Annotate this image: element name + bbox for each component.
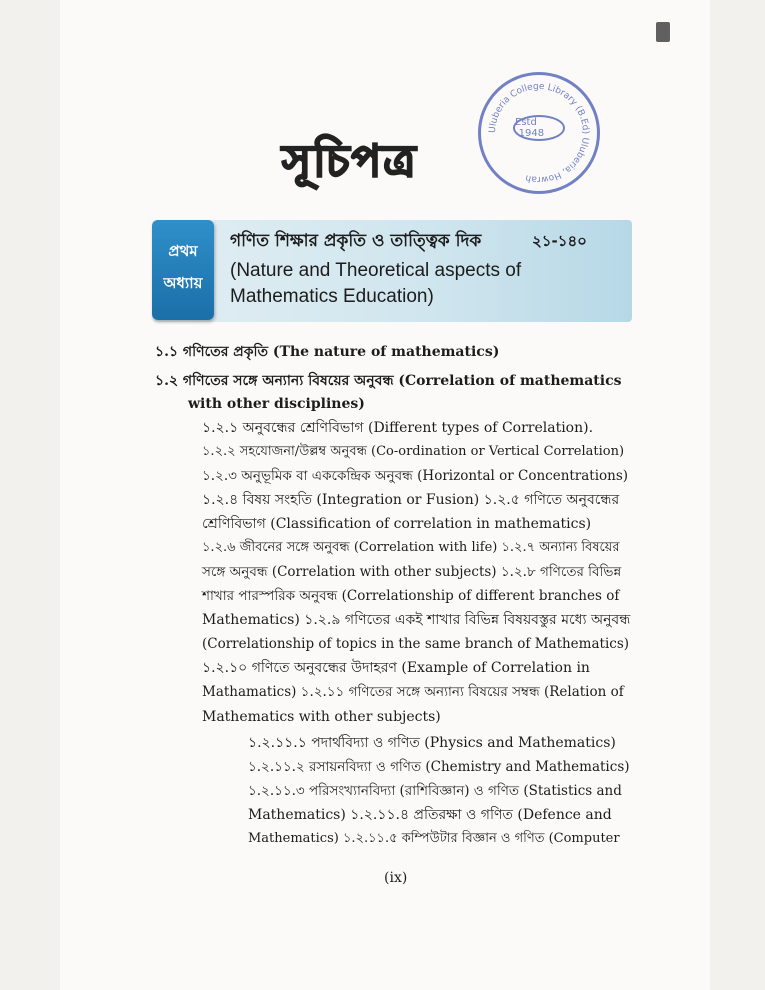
toc-line: Mathematics with other subjects) (202, 709, 441, 725)
toc-line: ১.২.১১.৩ পরিসংখ্যানবিদ্যা (রাশিবিজ্ঞান) ও গণিত (Statistics and (248, 783, 622, 799)
toc-line: ১.২.৪ বিষয় সংহতি (Integration or Fusion) ১.২.৫ গণিতে অনুবন্ধের (202, 492, 620, 508)
toc-line: ১.২.১ অনুবন্ধের শ্রেণিবিভাগ (Different types of Correlation). (202, 420, 594, 436)
page-number: (ix) (384, 870, 408, 886)
toc-line: ১.২.১১.১ পদার্থবিদ্যা ও গণিত (Physics and Mathematics) (248, 735, 616, 751)
toc-line: ১.২.১১.২ রসায়নবিদ্যা ও গণিত (Chemistry and Mathematics) (248, 759, 630, 775)
toc-line: (Correlationship of topics in the same branch of Mathematics) (202, 636, 630, 652)
chapter-title-bn: গণিত শিক্ষার প্রকৃতি ও তাত্ত্বিক দিক (230, 231, 482, 251)
toc-line: Mathematics) ১.২.১১.৪ প্রতিরক্ষা ও গণিত (Defence and (248, 807, 612, 823)
stamp-estd: Estd -1948 (513, 115, 565, 141)
toc-line: সঙ্গে অনুবন্ধ (Correlation with other subjects) ১.২.৮ গণিতের বিভিন্ন (202, 564, 622, 580)
chapter-banner (152, 220, 632, 322)
chapter-page-range: ২১-১৪০ (532, 232, 587, 250)
library-stamp (478, 72, 600, 194)
toc-line: ১.২.১০ গণিতে অনুবন্ধের উদাহরণ (Example of Correlation in (202, 660, 590, 676)
chapter-title-en-line2: Mathematics Education) (230, 286, 434, 307)
page-title: সূচিপত্র (282, 136, 418, 187)
chapter-title-en-line1: (Nature and Theoretical aspects of (230, 260, 522, 281)
toc-line: ১.২.২ সহযোজনা/উল্লম্ব অনুবন্ধ (Co-ordination or Vertical Correlation) (202, 444, 625, 459)
chapter-badge-line1: প্রথম (168, 242, 198, 260)
chapter-badge-line2: অধ্যায় (163, 274, 203, 292)
toc-line: ১.২.৬ জীবনের সঙ্গে অনুবন্ধ (Correlation with life) ১.২.৭ অন্যান্য বিষয়ের (202, 540, 620, 555)
toc-line: ১.২ গণিতের সঙ্গে অন্যান্য বিষয়ের অনুবন্ধ (Correlation of mathematics (155, 373, 622, 389)
toc-line: ১.২.৩ অনুভূমিক বা এককেন্দ্রিক অনুবন্ধ (Horizontal or Concentrations) (202, 468, 629, 484)
toc-line: ১.১ গণিতের প্রকৃতি (The nature of mathematics) (155, 344, 500, 360)
toc-line: শ্রেণিবিভাগ (Classification of correlation in mathematics) (202, 516, 592, 532)
toc-line: Mathematics) ১.২.৯ গণিতের একই শাখার বিভিন্ন বিষয়বস্তুর মধ্যে অনুবন্ধ (202, 612, 631, 628)
toc-line: with other disciplines) (188, 396, 365, 412)
toc-line: শাখার পারস্পরিক অনুবন্ধ (Correlationship of different branches of (202, 588, 620, 604)
stamp-ring-text: Uluberia College Library (B.Ed) Uluberia, Howrah (487, 81, 591, 185)
toc-line: Mathamatics) ১.২.১১ গণিতের সঙ্গে অন্যান্য বিষয়ের সম্বন্ধ (Relation of (202, 684, 624, 700)
corner-mark (656, 22, 670, 42)
toc-line: Mathematics) ১.২.১১.৫ কম্পিউটার বিজ্ঞান ও গণিত (Computer (248, 831, 620, 846)
chapter-badge (152, 220, 214, 320)
chapter-title-en (230, 258, 630, 310)
